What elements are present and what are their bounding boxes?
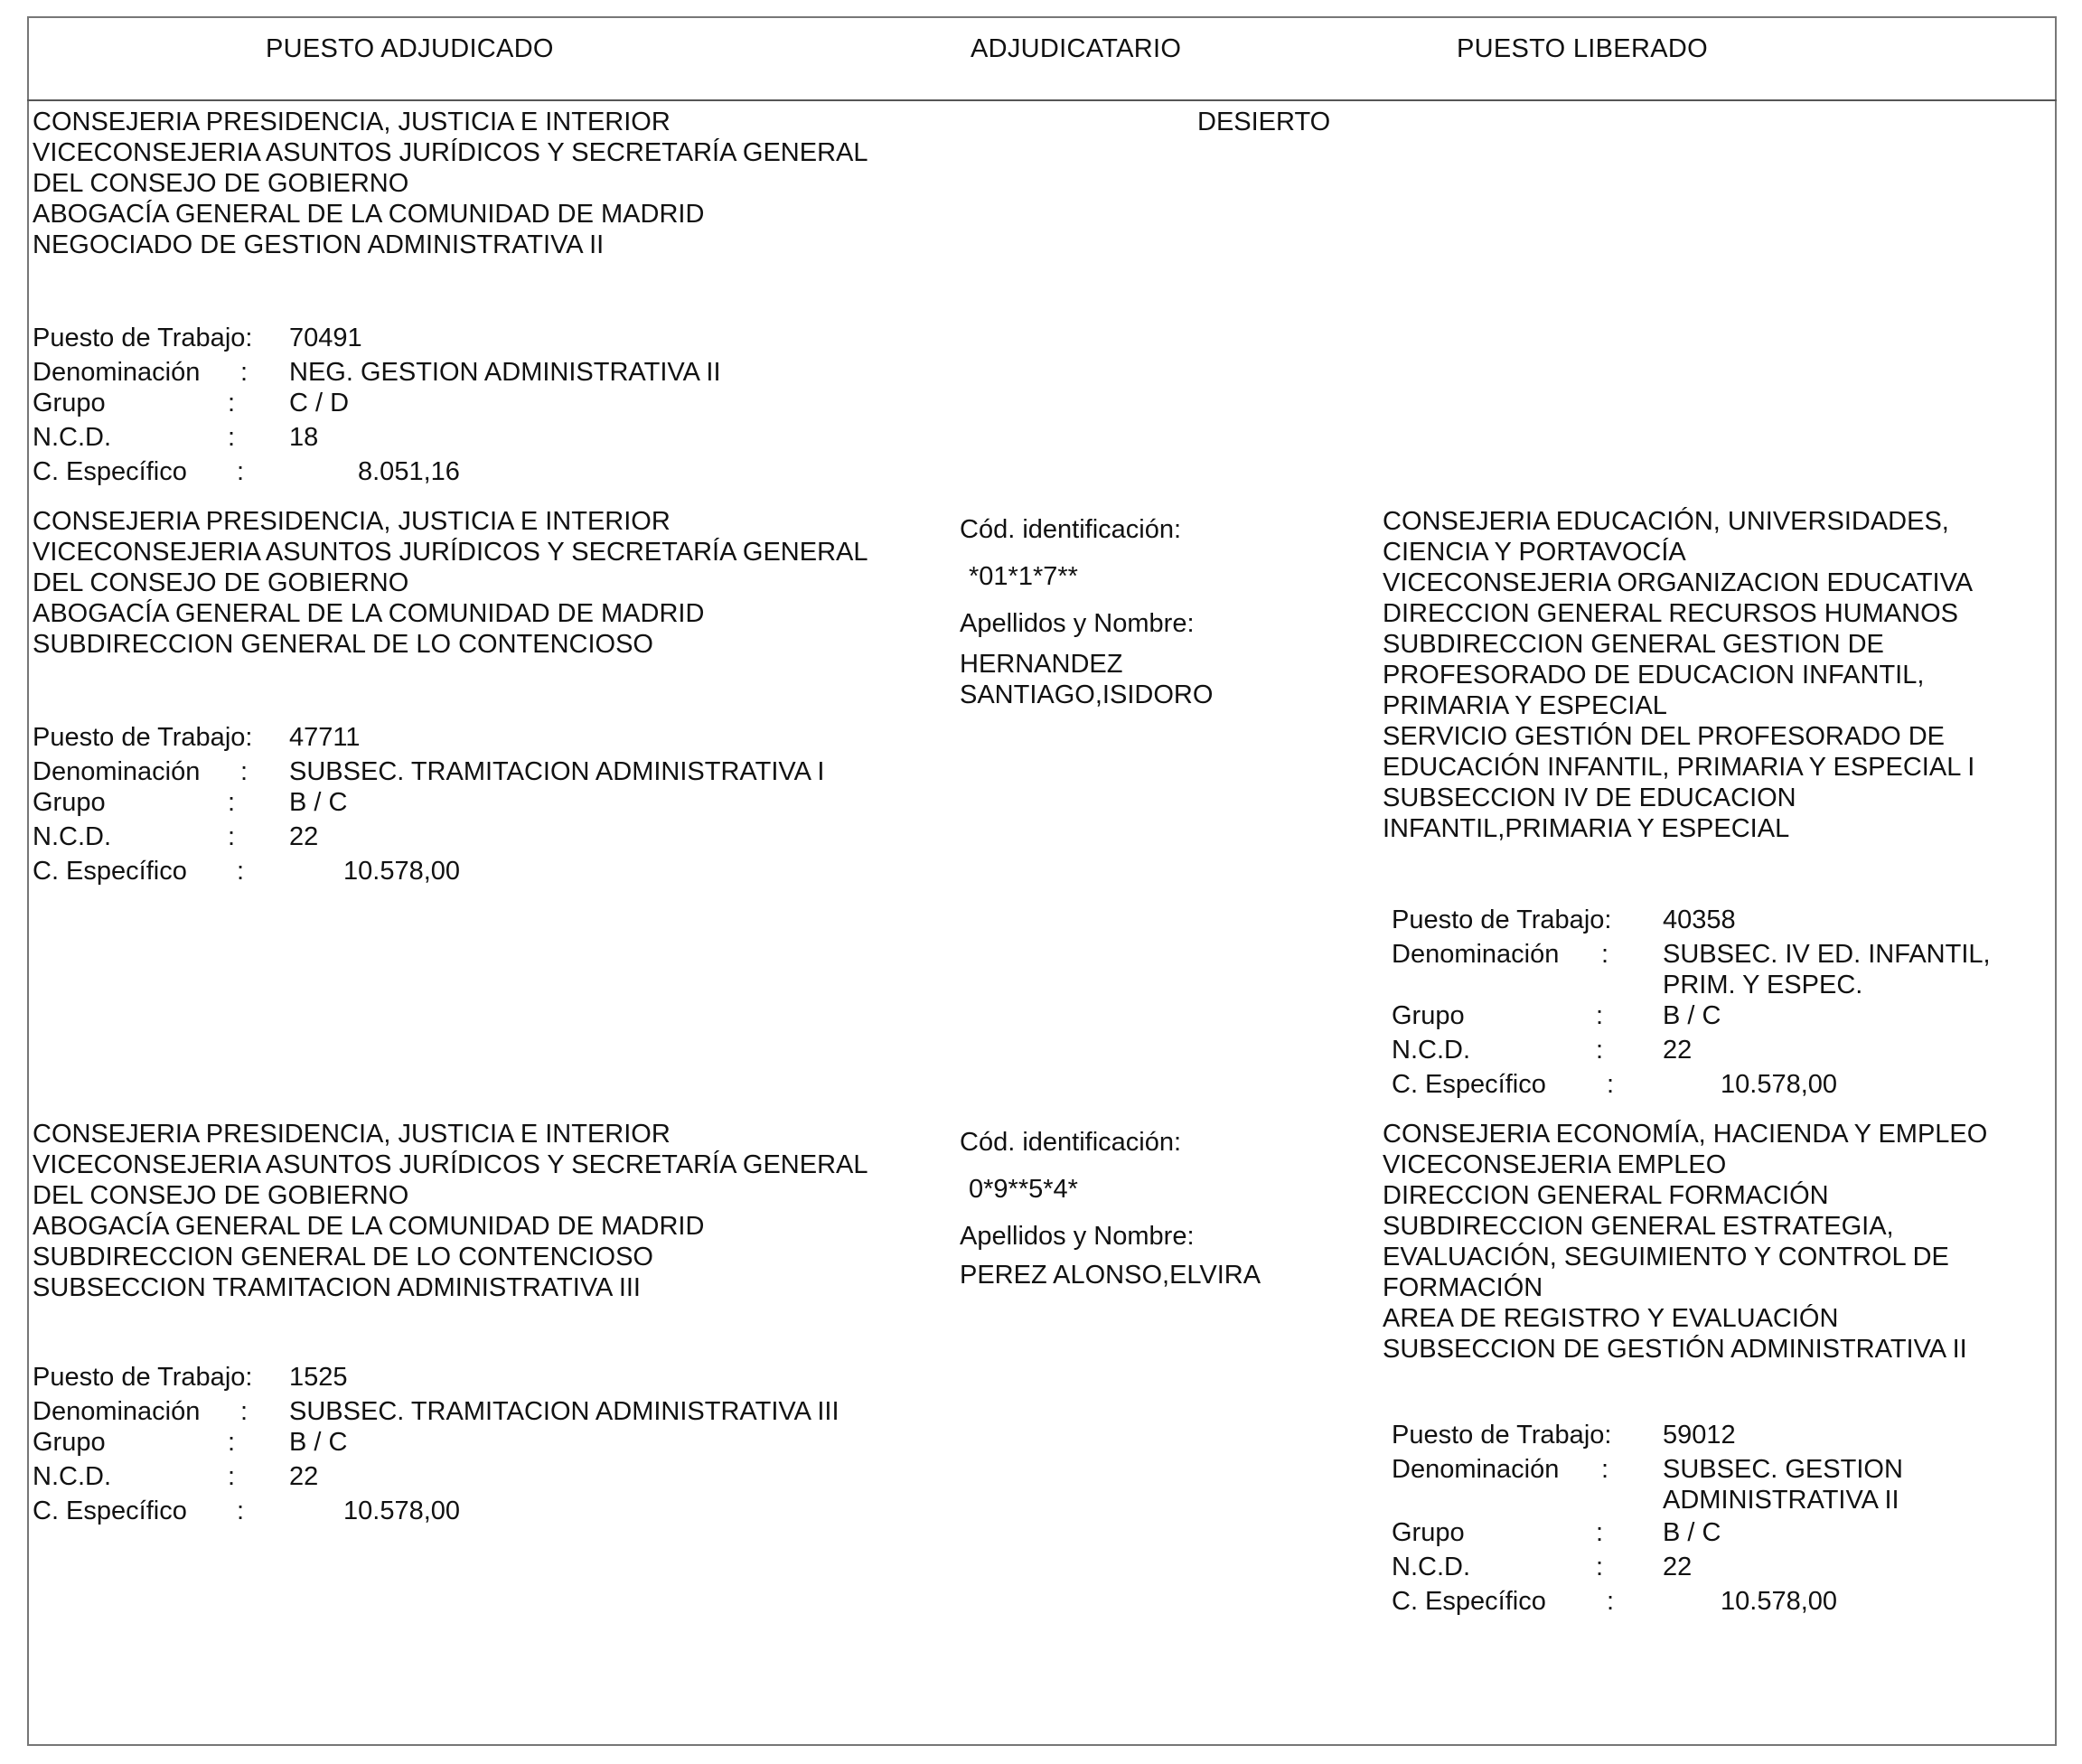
value-denominacion-2: ADMINISTRATIVA II: [1663, 1486, 1899, 1515]
colon: :: [228, 822, 236, 851]
label-ncd: N.C.D.: [33, 822, 111, 851]
org-line: EDUCACIÓN INFANTIL, PRIMARIA Y ESPECIAL I: [1383, 753, 1975, 782]
name-line: HERNANDEZ: [960, 650, 1123, 679]
org-line: VICECONSEJERIA EMPLEO: [1383, 1150, 1727, 1179]
org-line: SUBDIRECCION GENERAL ESTRATEGIA,: [1383, 1212, 1894, 1241]
colon: :: [228, 389, 236, 418]
colon: :: [240, 358, 249, 387]
label-apellidos-nombre: Apellidos y Nombre:: [960, 1222, 1195, 1251]
header-adjudicatario: ADJUDICATARIO: [971, 34, 1182, 63]
org-line: VICECONSEJERIA ASUNTOS JURÍDICOS Y SECRETARÍA GENERAL: [33, 1150, 868, 1179]
colon: :: [1607, 1070, 1615, 1099]
label-denominacion: Denominación: [1392, 940, 1560, 969]
org-line: DEL CONSEJO DE GOBIERNO: [33, 169, 409, 198]
org-line: CONSEJERIA ECONOMÍA, HACIENDA Y EMPLEO: [1383, 1120, 1988, 1149]
value-puesto: 40358: [1663, 905, 1736, 934]
org-line: SUBDIRECCION GENERAL GESTION DE: [1383, 630, 1884, 659]
org-line: CONSEJERIA PRESIDENCIA, JUSTICIA E INTERIOR: [33, 507, 671, 536]
org-line: FORMACIÓN: [1383, 1273, 1543, 1302]
label-puesto: Puesto de Trabajo:: [33, 1363, 253, 1392]
row3-liberado-org: [1383, 1119, 1987, 1365]
value-grupo: B / C: [289, 788, 348, 817]
label-puesto: Puesto de Trabajo:: [33, 324, 253, 352]
colon: :: [1596, 1001, 1604, 1030]
label-especifico: C. Específico: [33, 457, 187, 486]
org-line: AREA DE REGISTRO Y EVALUACIÓN: [1383, 1304, 1839, 1333]
colon: :: [237, 857, 245, 886]
row2-adjudicado-org: [33, 506, 868, 660]
label-especifico: C. Específico: [33, 1497, 187, 1525]
label-especifico: C. Específico: [1392, 1587, 1546, 1616]
org-line: CONSEJERIA EDUCACIÓN, UNIVERSIDADES,: [1383, 507, 1949, 536]
label-apellidos-nombre: Apellidos y Nombre:: [960, 609, 1195, 638]
org-line: INFANTIL,PRIMARIA Y ESPECIAL: [1383, 814, 1790, 843]
colon: :: [228, 1428, 236, 1457]
org-line: CIENCIA Y PORTAVOCÍA: [1383, 538, 1686, 567]
value-denominacion-1: SUBSEC. IV ED. INFANTIL,: [1663, 940, 1991, 969]
org-line: CONSEJERIA PRESIDENCIA, JUSTICIA E INTERIOR: [33, 1120, 671, 1149]
org-line: ABOGACÍA GENERAL DE LA COMUNIDAD DE MADRID: [33, 599, 705, 628]
label-puesto: Puesto de Trabajo:: [1392, 905, 1612, 934]
label-ncd: N.C.D.: [1392, 1553, 1470, 1581]
org-line: PRIMARIA Y ESPECIAL: [1383, 691, 1667, 720]
org-line: VICECONSEJERIA ORGANIZACION EDUCATIVA: [1383, 568, 1974, 597]
label-grupo: Grupo: [33, 788, 106, 817]
org-line: PROFESORADO DE EDUCACION INFANTIL,: [1383, 661, 1925, 690]
org-line: SUBSECCION TRAMITACION ADMINISTRATIVA III: [33, 1273, 641, 1302]
value-especifico: 10.578,00: [1721, 1587, 1838, 1616]
label-denominacion: Denominación: [33, 757, 201, 786]
label-ncd: N.C.D.: [33, 423, 111, 452]
value-denominacion: NEG. GESTION ADMINISTRATIVA II: [289, 358, 721, 387]
value-especifico: 8.051,16: [358, 457, 460, 486]
org-line: ABOGACÍA GENERAL DE LA COMUNIDAD DE MADRID: [33, 1212, 705, 1241]
name-line: SANTIAGO,ISIDORO: [960, 680, 1214, 709]
org-line: DIRECCION GENERAL RECURSOS HUMANOS: [1383, 599, 1959, 628]
value-cod-identificacion: *01*1*7**: [969, 562, 1078, 591]
org-line: DIRECCION GENERAL FORMACIÓN: [1383, 1181, 1829, 1210]
value-especifico: 10.578,00: [1721, 1070, 1838, 1099]
colon: :: [1596, 1518, 1604, 1547]
org-line: SUBSECCION IV DE EDUCACION: [1383, 783, 1796, 812]
value-ncd: 18: [289, 423, 319, 452]
org-line: NEGOCIADO DE GESTION ADMINISTRATIVA II: [33, 230, 605, 259]
label-ncd: N.C.D.: [33, 1462, 111, 1491]
org-line: SERVICIO GESTIÓN DEL PROFESORADO DE: [1383, 722, 1946, 751]
value-apellidos-nombre: [960, 649, 1213, 710]
label-grupo: Grupo: [33, 389, 106, 418]
row1-desierto: DESIERTO: [1197, 108, 1331, 136]
colon: :: [228, 788, 236, 817]
value-especifico: 10.578,00: [343, 857, 461, 886]
value-puesto: 47711: [289, 723, 361, 752]
org-line: DEL CONSEJO DE GOBIERNO: [33, 568, 409, 597]
org-line: VICECONSEJERIA ASUNTOS JURÍDICOS Y SECRETARÍA GENERAL: [33, 538, 868, 567]
value-grupo: C / D: [289, 389, 350, 418]
value-grupo: B / C: [289, 1428, 348, 1457]
label-grupo: Grupo: [1392, 1518, 1465, 1547]
value-denominacion-2: PRIM. Y ESPEC.: [1663, 971, 1863, 999]
label-puesto: Puesto de Trabajo:: [33, 723, 253, 752]
colon: :: [1596, 1553, 1604, 1581]
value-apellidos-nombre: [960, 1260, 1261, 1290]
org-line: SUBDIRECCION GENERAL DE LO CONTENCIOSO: [33, 1243, 653, 1271]
value-ncd: 22: [1663, 1036, 1693, 1065]
colon: :: [228, 1462, 236, 1491]
colon: :: [1607, 1587, 1615, 1616]
value-grupo: B / C: [1663, 1001, 1721, 1030]
value-puesto: 1525: [289, 1363, 348, 1392]
label-denominacion: Denominación: [1392, 1455, 1560, 1484]
label-especifico: C. Específico: [33, 857, 187, 886]
header-puesto-liberado: PUESTO LIBERADO: [1457, 34, 1708, 63]
header-divider: [27, 99, 2057, 101]
colon: :: [1601, 940, 1609, 969]
label-cod-identificacion: Cód. identificación:: [960, 515, 1182, 544]
colon: :: [240, 757, 249, 786]
value-ncd: 22: [289, 1462, 319, 1491]
row2-liberado-org: [1383, 506, 1974, 844]
colon: :: [1596, 1036, 1604, 1065]
org-line: CONSEJERIA PRESIDENCIA, JUSTICIA E INTERIOR: [33, 108, 671, 136]
label-puesto: Puesto de Trabajo:: [1392, 1421, 1612, 1450]
label-ncd: N.C.D.: [1392, 1036, 1470, 1065]
value-puesto: 70491: [289, 324, 362, 352]
value-ncd: 22: [289, 822, 319, 851]
colon: :: [240, 1397, 249, 1426]
label-grupo: Grupo: [1392, 1001, 1465, 1030]
label-denominacion: Denominación: [33, 1397, 201, 1426]
label-denominacion: Denominación: [33, 358, 201, 387]
value-ncd: 22: [1663, 1553, 1693, 1581]
colon: :: [1601, 1455, 1609, 1484]
value-grupo: B / C: [1663, 1518, 1721, 1547]
colon: :: [237, 1497, 245, 1525]
value-especifico: 10.578,00: [343, 1497, 461, 1525]
org-line: SUBSECCION DE GESTIÓN ADMINISTRATIVA II: [1383, 1335, 1967, 1364]
label-grupo: Grupo: [33, 1428, 106, 1457]
org-line: EVALUACIÓN, SEGUIMIENTO Y CONTROL DE: [1383, 1243, 1949, 1271]
name-line: PEREZ ALONSO,ELVIRA: [960, 1261, 1261, 1290]
row3-adjudicado-org: [33, 1119, 868, 1303]
colon: :: [237, 457, 245, 486]
label-cod-identificacion: Cód. identificación:: [960, 1128, 1182, 1157]
value-denominacion: SUBSEC. TRAMITACION ADMINISTRATIVA III: [289, 1397, 839, 1426]
org-line: SUBDIRECCION GENERAL DE LO CONTENCIOSO: [33, 630, 653, 659]
header-puesto-adjudicado: PUESTO ADJUDICADO: [266, 34, 554, 63]
org-line: ABOGACÍA GENERAL DE LA COMUNIDAD DE MADRID: [33, 200, 705, 229]
value-denominacion: SUBSEC. TRAMITACION ADMINISTRATIVA I: [289, 757, 825, 786]
colon: :: [228, 423, 236, 452]
value-cod-identificacion: 0*9**5*4*: [969, 1175, 1078, 1204]
value-denominacion-1: SUBSEC. GESTION: [1663, 1455, 1903, 1484]
org-line: DEL CONSEJO DE GOBIERNO: [33, 1181, 409, 1210]
org-line: VICECONSEJERIA ASUNTOS JURÍDICOS Y SECRETARÍA GENERAL: [33, 138, 868, 167]
label-especifico: C. Específico: [1392, 1070, 1546, 1099]
row1-adjudicado-org: [33, 107, 868, 260]
value-puesto: 59012: [1663, 1421, 1736, 1450]
